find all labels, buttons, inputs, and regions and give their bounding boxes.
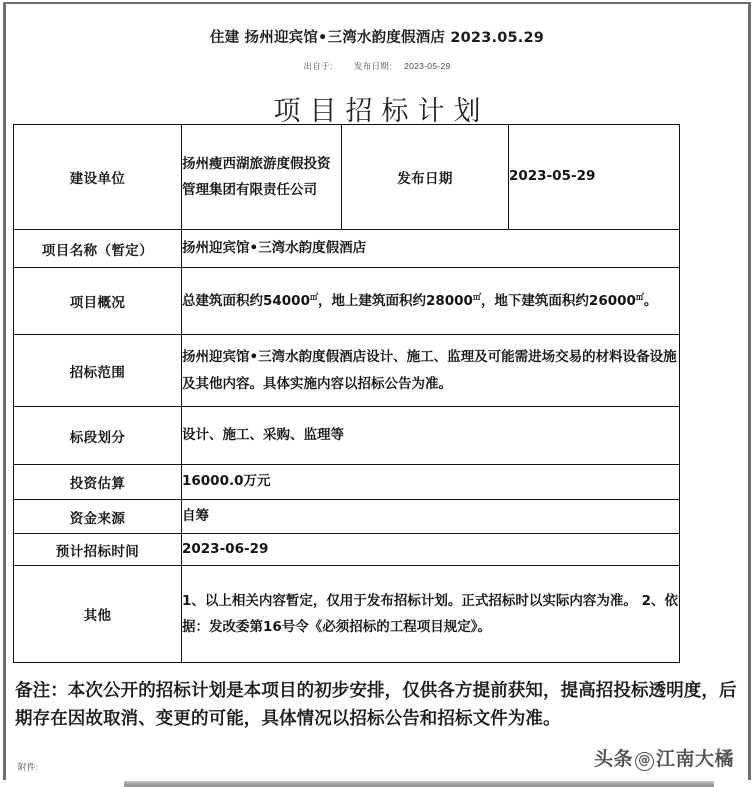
overview-unit-1: ㎡ xyxy=(309,292,318,302)
row-value-funding-source: 自筹 xyxy=(182,500,680,534)
article-header xyxy=(6,4,748,72)
row-value-other: 1、以上相关内容暂定，仅用于发布招标计划。正式招标时以实际内容为准。 2、依据：发改委第16号令《必须招标的工程项目规定》。 xyxy=(182,566,680,663)
remark-note: 备注：本次公开的招标计划是本项目的初步安排，仅供各方提前获知，提高招投标透明度，后期存在因故取消、变更的可能，具体情况以招标公告和招标文件为准。 xyxy=(15,680,737,729)
source-label: 出自于: xyxy=(303,61,333,72)
bidding-plan-table xyxy=(13,124,680,663)
article-title: 住建 扬州迎宾馆•三湾水韵度假酒店 2023.05.29 xyxy=(209,30,545,46)
row-value-project-overview xyxy=(182,268,680,335)
publish-date-value: 2023-05-29 xyxy=(404,61,451,72)
page-title: 项目招标计划 xyxy=(273,96,490,127)
overview-unit-2: ㎡ xyxy=(472,292,481,302)
overview-seg-4: 。 xyxy=(643,292,658,309)
overview-seg-2: ，地上建筑面积约28000 xyxy=(317,292,473,309)
overview-seg-3: ，地下建筑面积约26000 xyxy=(480,292,636,309)
row-label-other: 其他 xyxy=(14,566,182,663)
overview-seg-1: 总建筑面积约54000 xyxy=(182,292,310,309)
clipped-content-strip xyxy=(124,781,714,787)
document-page xyxy=(3,2,751,780)
row-value-construction-unit: 扬州瘦西湖旅游度假投资管理集团有限责任公司 xyxy=(182,125,342,230)
article-meta xyxy=(6,60,748,72)
publish-date-label: 发布日期: xyxy=(353,61,392,72)
row-label-project-overview: 项目概况 xyxy=(14,268,182,335)
row-value-project-name: 扬州迎宾馆•三湾水韵度假酒店 xyxy=(182,230,680,268)
row-value-publish-date: 2023-05-29 xyxy=(509,125,680,230)
at-icon: @ xyxy=(635,752,654,771)
table-row xyxy=(14,125,680,230)
row-value-section-division: 设计、施工、采购、监理等 xyxy=(182,407,680,465)
table-row xyxy=(14,566,680,663)
row-value-expected-bidding-time: 2023-06-29 xyxy=(182,534,680,566)
row-value-bidding-scope: 扬州迎宾馆•三湾水韵度假酒店设计、施工、监理及可能需进场交易的材料设备设施及其他内容。具体实施内容以招标公告为准。 xyxy=(182,335,680,407)
watermark xyxy=(594,744,734,771)
row-label-expected-bidding-time: 预计招标时间 xyxy=(14,534,182,566)
row-label-publish-date: 发布日期 xyxy=(342,125,509,230)
row-label-bidding-scope: 招标范围 xyxy=(14,335,182,407)
table-row xyxy=(14,230,680,268)
watermark-author: 江南大橘 xyxy=(655,748,734,770)
row-value-investment-estimate: 16000.0万元 xyxy=(182,465,680,500)
table-row xyxy=(14,465,680,500)
attachment-label: 附件: xyxy=(18,762,39,772)
table-row xyxy=(14,500,680,534)
table-row xyxy=(14,534,680,566)
table-row xyxy=(14,407,680,465)
row-label-investment-estimate: 投资估算 xyxy=(14,465,182,500)
overview-unit-3: ㎡ xyxy=(635,292,644,302)
row-label-section-division: 标段划分 xyxy=(14,407,182,465)
row-label-construction-unit: 建设单位 xyxy=(14,125,182,230)
table-row xyxy=(14,268,680,335)
watermark-prefix: 头条 xyxy=(593,748,633,770)
table-row xyxy=(14,335,680,407)
row-label-project-name: 项目名称（暂定） xyxy=(14,230,182,268)
row-label-funding-source: 资金来源 xyxy=(14,500,182,534)
